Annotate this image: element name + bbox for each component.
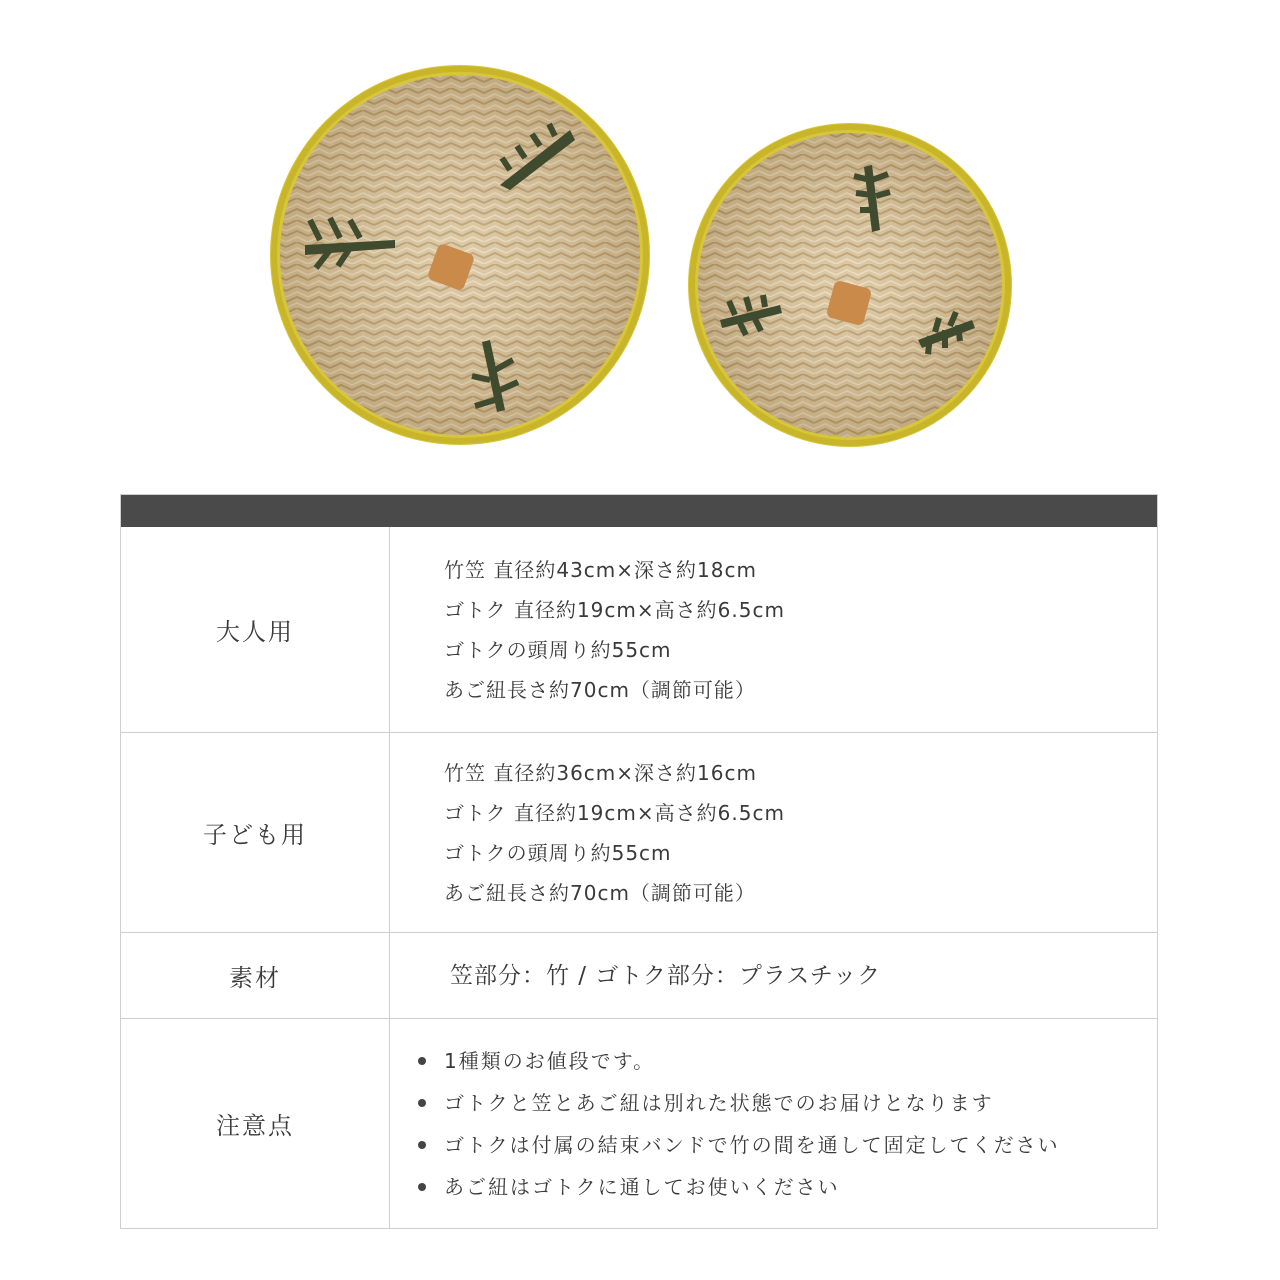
note-text: 1種類のお値段です。 <box>444 1048 656 1073</box>
spec-line: ゴトクの頭周り約55cm <box>444 840 672 865</box>
note-item <box>418 1082 1157 1124</box>
bullet-icon <box>418 1099 426 1107</box>
spec-line: ゴトク 直径約19cm×高さ約6.5cm <box>444 597 785 622</box>
child-hat-image <box>688 123 1012 447</box>
note-text: ゴトクと笠とあご紐は別れた状態でのお届けとなります <box>444 1090 994 1115</box>
bullet-icon <box>418 1183 426 1191</box>
note-item <box>418 1040 1157 1082</box>
spec-line: 竹笠 直径約43cm×深さ約18cm <box>444 557 757 582</box>
spec-line: 竹笠 直径約36cm×深さ約16cm <box>444 760 757 785</box>
table-row <box>121 1018 1157 1228</box>
table-row <box>121 732 1157 932</box>
spec-line: あご紐長さ約70cm（調節可能） <box>444 880 756 905</box>
note-item <box>418 1166 1157 1208</box>
bullet-icon <box>418 1057 426 1065</box>
table-row <box>121 932 1157 1018</box>
row-label-notes: 注意点 <box>121 1019 390 1228</box>
spec-table <box>120 494 1158 1229</box>
row-label-material: 素材 <box>121 933 390 1018</box>
spec-line: 笠部分：竹 / ゴトク部分：プラスチック <box>450 962 882 989</box>
row-label-child: 子ども用 <box>121 733 390 932</box>
row-value-material <box>390 933 1157 1018</box>
bullet-icon <box>418 1141 426 1149</box>
spec-line: ゴトク 直径約19cm×高さ約6.5cm <box>444 800 785 825</box>
spec-line: あご紐長さ約70cm（調節可能） <box>444 677 756 702</box>
product-photo <box>0 0 1280 470</box>
table-row <box>121 527 1157 732</box>
note-text: ゴトクは付属の結束バンドで竹の間を通して固定してください <box>444 1132 1060 1157</box>
row-value-notes <box>390 1019 1157 1228</box>
row-value-child <box>390 733 1157 932</box>
hats-illustration <box>0 0 1280 470</box>
spec-line: ゴトクの頭周り約55cm <box>444 637 672 662</box>
note-text: あご紐はゴトクに通してお使いください <box>444 1174 840 1199</box>
row-label-adult: 大人用 <box>121 527 390 732</box>
table-header-bar <box>121 495 1157 527</box>
adult-hat-image <box>270 65 650 445</box>
note-item <box>418 1124 1157 1166</box>
row-value-adult <box>390 527 1157 732</box>
